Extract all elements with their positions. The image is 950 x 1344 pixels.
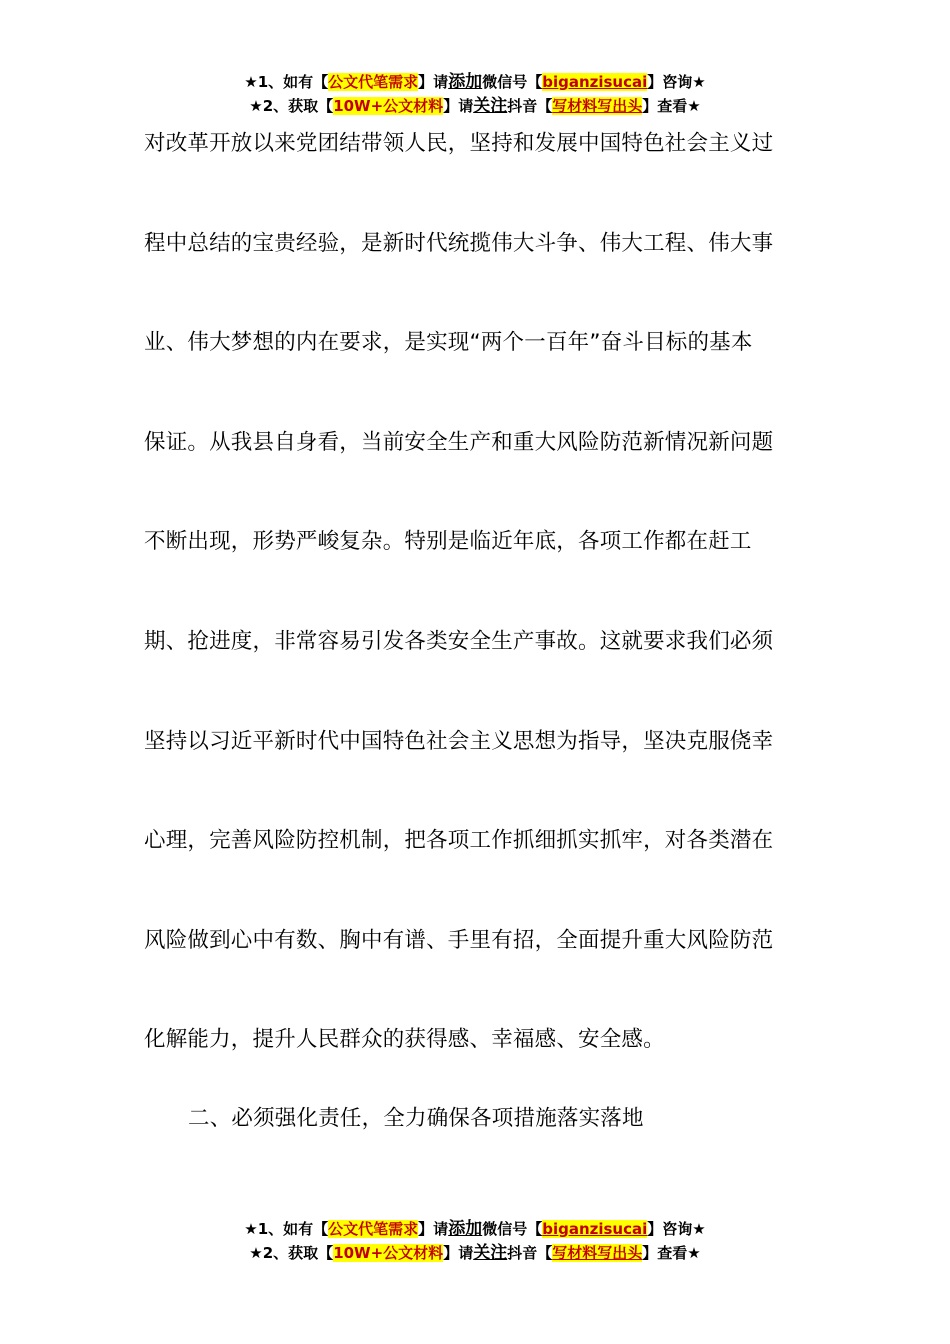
banner-text: 】请: [443, 97, 474, 115]
banner-text: 】查看★: [642, 97, 701, 115]
paragraph-line: 程中总结的宝贵经验，是新时代统揽伟大斗争、伟大工程、伟大事: [144, 230, 774, 256]
section-heading: 二、必须强化责任，全力确保各项措施落实落地: [188, 1106, 644, 1131]
paragraph-line: 对改革开放以来党团结带领人民，坚持和发展中国特色社会主义过: [144, 131, 774, 156]
banner-text: ★2、获取【: [249, 97, 334, 115]
highlight-ghostwriting: 公文代笔需求: [328, 1220, 419, 1238]
banner-line-1: [0, 1217, 950, 1241]
emphasis-add: 添加: [448, 72, 483, 92]
emphasis-follow: 关注: [473, 1243, 508, 1263]
paragraph-line: 业、伟大梦想的内在要求，是实现“两个一百年”奋斗目标的基本: [144, 330, 753, 356]
banner-text: 】咨询★: [647, 1220, 706, 1238]
paragraph-line: 心理，完善风险防控机制，把各项工作抓细抓实抓牢，对各类潜在: [144, 828, 774, 854]
banner-line-1: [0, 70, 950, 94]
banner-text: 抖音【: [507, 1244, 553, 1262]
bottom-banner: [0, 1217, 950, 1265]
banner-text: 】咨询★: [647, 73, 706, 91]
banner-text: ★1、如有【: [244, 73, 329, 91]
banner-text: 】查看★: [642, 1244, 701, 1262]
banner-text: ★2、获取【: [249, 1244, 334, 1262]
banner-text: 微信号【: [482, 1220, 543, 1238]
paragraph-line: 坚持以习近平新时代中国特色社会主义思想为指导，坚决克服侥幸: [144, 728, 774, 754]
highlight-wechat-id: biganzisucai: [542, 73, 648, 91]
highlight-douyin-account: 写材料写出头: [552, 97, 643, 115]
banner-text: 微信号【: [482, 73, 543, 91]
highlight-materials: 10W+公文材料: [333, 97, 444, 115]
banner-text: ★1、如有【: [244, 1220, 329, 1238]
emphasis-add: 添加: [448, 1219, 483, 1239]
emphasis-follow: 关注: [473, 96, 508, 116]
highlight-wechat-id: biganzisucai: [542, 1220, 648, 1238]
paragraph-line: 保证。从我县自身看，当前安全生产和重大风险防范新情况新问题: [144, 429, 774, 455]
highlight-materials: 10W+公文材料: [333, 1244, 444, 1262]
banner-text: 抖音【: [507, 97, 553, 115]
banner-line-2: [0, 94, 950, 118]
banner-text: 】请: [443, 1244, 474, 1262]
paragraph-line: 期、抢进度，非常容易引发各类安全生产事故。这就要求我们必须: [144, 628, 774, 654]
banner-text: 】请: [418, 1220, 449, 1238]
banner-line-2: [0, 1241, 950, 1265]
highlight-ghostwriting: 公文代笔需求: [328, 73, 419, 91]
highlight-douyin-account: 写材料写出头: [552, 1244, 643, 1262]
top-banner: [0, 70, 950, 118]
banner-text: 】请: [418, 73, 449, 91]
paragraph-line: 风险做到心中有数、胸中有谱、手里有招，全面提升重大风险防范: [144, 927, 774, 953]
body-paragraph: [144, 120, 804, 1116]
paragraph-line: 化解能力，提升人民群众的获得感、幸福感、安全感。: [144, 1027, 665, 1053]
paragraph-line: 不断出现，形势严峻复杂。特别是临近年底，各项工作都在赶工: [144, 529, 752, 555]
